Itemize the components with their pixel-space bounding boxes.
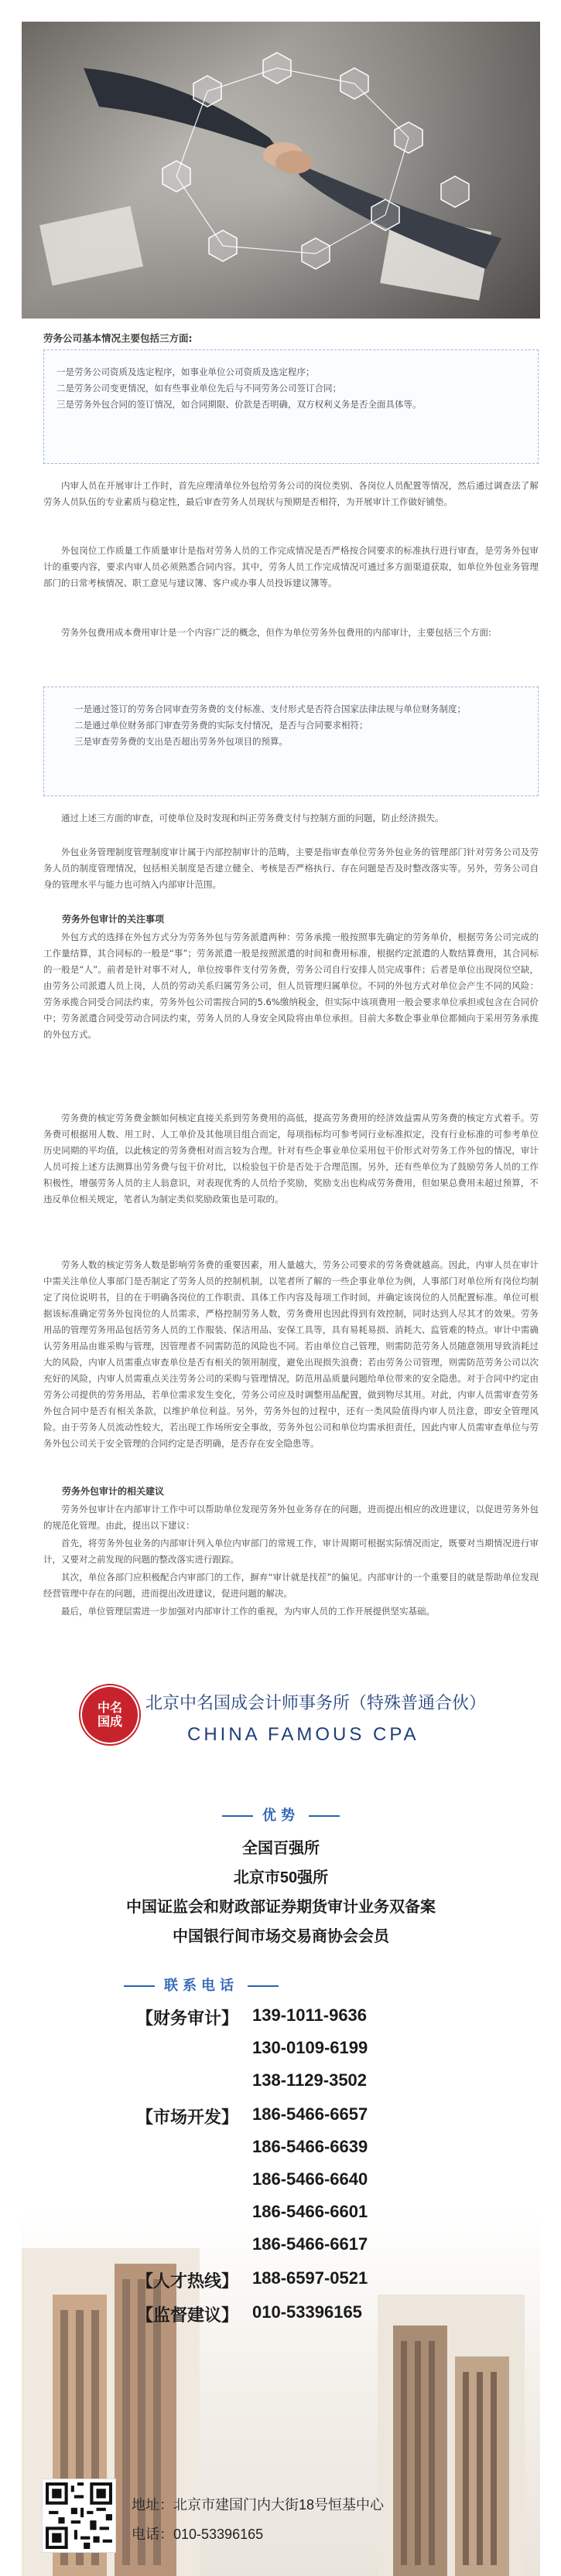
phone-number[interactable]: 130-0109-6199 [252,2038,368,2057]
cost-box [43,687,539,796]
phone-number[interactable]: 186-5466-6617 [252,2234,368,2254]
building-image-right [378,2295,525,2576]
lightbulb-icon [395,122,422,153]
divider [309,1815,340,1817]
paragraph: 劳务外包审计在内部审计工作中可以帮助单位发现劳务外包业务存在的问题，进而提出相应的改进建议，以促进劳务外包的规范化管理。由此，提出以下建议： [43,1504,539,1531]
divider [222,1815,253,1817]
cost-item: 一是通过签订的劳务合同审查劳务费的支付标准、支付形式是否符合国家法律法规与单位财务制度； [74,704,466,714]
intro-item: 三是劳务外包合同的签订情况，如合同期限、价款是否明确，双方权利义务是否全面具体等。 [56,399,422,410]
paragraph: 劳务外包费用成本费用审计是一个内容广泛的概念，但作为单位劳务外包费用的内部审计，主要包括三个方面: [61,627,491,638]
contact-row [136,2268,368,2292]
cost-item: 三是审查劳务费的支出是否超出劳务外包项目的预算。 [74,736,288,747]
shield-icon [263,53,291,83]
cost-item: 二是通过单位财务部门审查劳务费的实际支付情况，是否与合同要求相符； [74,720,368,731]
advantage-item: 北京市50强所 [233,1869,329,1886]
paragraph: 外包方式的选择在外包方式分为劳务外包与劳务派遣两种：劳务承揽一般按照事先确定的劳务单价，根据劳务公司完成的工作量结算，其合同标的一般是“事”；劳务派遣一般是按照派遣的时间和费用标准，根据约定派遣的人数结算费用，其合同标的一般是“人”。前者是针对事不对人，单位按事件支付劳务费，劳务公司自行安排人员完成事件；后者是单位出现岗位空缺，由劳务公司派遣人员上岗，人员的劳动关系归属劳务公司，但人员管理归属单位。不同的外包方式对单位会产生不同的风险：劳务承揽合同受合同法约束，劳务外包公司需按合同的5.6%缴纳税金，但实际中该项费用一般会要求单位承担或包含在合同价中；劳务派遣合同受劳动合同法约束，劳务人员的人身安全风险将由单位承担。目前大多数企事业单位都倾向于采用劳务承揽的外包方式。 [43,932,539,1040]
intro-item: 一是劳务公司资质及选定程序，如事业单位公司资质及选定程序； [56,366,315,377]
paragraph: 其次，单位各部门应积极配合内审部门的工作，摒弃“审计就是找茬”的偏见。内部审计的一个重要目的就是帮助单位发现经营管理中存在的问题，进而提出改进建议，促进问题的解决。 [43,1572,539,1599]
intro-box [43,349,539,464]
contact-label: 【市场开发】 [136,2107,239,2127]
company-english-name: CHINA FAMOUS CPA [187,1724,419,1745]
company-logo [82,1687,138,1743]
section-heading: 劳务外包审计的关注事项 [62,914,165,925]
contact-label: 【监督建议】 [136,2305,239,2325]
phone-number[interactable]: 186-5466-6640 [252,2169,368,2189]
paragraph: 首先，将劳务外包业务的内部审计列入单位内审部门的常规工作，审计周期可根据实际情况而定，既要对当期情况进行审计，又要对之前发现的问题的整改落实进行跟踪。 [43,1538,539,1565]
phone-number[interactable]: 186-5466-6639 [252,2137,368,2156]
section-heading: 劳务外包审计的相关建议 [62,1486,165,1497]
hero-image [22,22,540,319]
paragraph: 外包业务管理制度管理制度审计属于内部控制审计的范畴，主要是指审查单位劳务外包业务的管理部门针对劳务公司及劳务人员的制度管理情况，包括相关制度是否建立健全、考核是否严格执行、存在问题是否及时整改落实等。另外，劳务公司自身的管理水平与能力也可纳入内部审计范围。 [43,847,539,890]
chart-icon [162,161,190,192]
contact-label: 【财务审计】 [136,2009,239,2028]
advantage-item: 全国百强所 [242,1840,320,1857]
paragraph: 通过上述三方面的审查，可使单位及时发现和纠正劳务费支付与控制方面的问题，防止经济损失。 [61,813,444,823]
smile-icon [441,176,469,207]
intro-title: 劳务公司基本情况主要包括三方面: [43,332,193,344]
handshake-illustration [22,22,540,319]
logo-text: 中名国成 [97,1700,122,1729]
contacts-heading [115,1975,288,1995]
paragraph: 最后，单位管理层需进一步加强对内部审计工作的重视，为内审人员的工作开展提供坚实基础。 [61,1606,435,1617]
contact-label: 【人才热线】 [136,2271,239,2291]
intro-item: 二是劳务公司变更情况，如有些事业单位先后与不同劳务公司签订合同； [56,383,341,394]
paragraph: 内审人员在开展审计工作时，首先应理清单位外包给劳务公司的岗位类别、各岗位人员配置等情况，然后通过调查法了解劳务人员队伍的专业素质与稳定性，最后审查劳务人员现状与预期是否相符，为开展审计工作做好铺垫。 [43,480,539,507]
paragraph: 外包岗位工作质量工作质量审计是指对劳务人员的工作完成情况是否严格按合同要求的标准执行进行审查，是劳务外包审计的重要内容，要求内审人员必须熟悉合同内容。其中，劳务人员工作完成情况可通过多方面渠道获取，如单位外包业务管理部门的日常考核情况、职工意见与建议簿、客户或办事人员投诉建议簿等。 [43,545,539,588]
phone-number[interactable]: 188-6597-0521 [252,2268,368,2288]
divider [248,1985,279,1987]
phone-number[interactable]: 186-5466-6601 [252,2202,368,2221]
contact-row [136,2302,362,2326]
phone-number[interactable]: 138-1129-3502 [252,2070,368,2090]
company-card [22,1661,540,2576]
advantages-title: 优势 [262,1808,299,1823]
paragraph: 劳务费的核定劳务费金额如何核定直接关系到劳务费用的高低，提高劳务费用的经济效益需从劳务费的核定方式着手。劳务费可根据用人数、用工时、人工单价及其他项目组合而定，每项指标均可参考同行业标准拟定，没有行业标准的可参考单位历史同期的平均值，以此核定的劳务费相对而言较为合理。针对有些企事业单位采用包干价形式对劳务工作外包的情况，审计人员可按上述方法测算出劳务费与包干价对比，以检验包干价是否处于合理范围。另外，还有些单位为了鼓励劳务人员的工作积极性，增强劳务人员的主人翁意识，对表现优秀的人员给予奖励，奖励支出也构成劳务费用，但如果总费用未超过预算，不违反单位相关规定，笔者认为制定类似奖励政策也是可取的。 [43,1113,539,1205]
contacts-title: 联系电话 [164,1978,238,1993]
paragraph: 劳务人数的核定劳务人数是影响劳务费的重要因素，用人量越大，劳务公司要求的劳务费就越高。因此，内审人员在审计中需关注单位人事部门是否制定了劳务人员的控制机制，以笔者所了解的一些企事业单位为例，人事部门对单位所有岗位均制定了岗位说明书，目的在于明确各岗位的工作职责、具体工作内容及每项工作时间，并确定该岗位的人员配置标准。单位可根据该标准确定劳务外包岗位的人员需求，严格控制劳务人数，劳务费用也因此得到有效控制，同时达到人尽其才的效果。劳务用品的管理劳务用品包括劳务人员的工作服装、保洁用品、安保工具等，具有易耗易损、消耗大、监管难的特点。审计中需确认劳务用品由谁采购与管理，因管理者不同需防范的风险也不同。若由单位自己管理，则需防范劳务人员随意领用导致消耗过大的风险，内审人员需重点审查单位是否有相关的领用制度，避免出现损失浪费；若由劳务公司管理，则需防范劳务公司以次充好的风险，内审人员需重点关注劳务公司的采购与管理情况，防范用品质量问题给单位带来的安全隐患。对于合同中约定由劳务公司提供的劳务用品，若单位需求发生变化，劳务公司应及时调整用品配置，做到物尽其用。对此，内审人员需审查劳务外包合同中是否有相关条款，以维护单位利益。另外，劳务外包的过程中，还有一类风险值得内审人员注意，即安全管理风险。由于劳务人员流动性较大，若出现工作场所安全事故，劳务外包公司和单位均需承担责任，因此内审人员需审查单位与劳务外包公司关于安全管理的合同约定是否明确，是否存在安全隐患等。 [43,1259,539,1449]
advantage-item: 中国银行间市场交易商协会会员 [173,1928,389,1945]
phone-line[interactable]: 电话：010-53396165 [132,2527,264,2542]
gift-icon [302,238,330,269]
advantages-heading [22,1804,540,1825]
tag-icon [209,230,237,261]
phone-number[interactable]: 186-5466-6657 [252,2104,368,2124]
contact-row [136,2104,368,2128]
contact-row [136,2005,368,2029]
rocket-icon [340,68,368,99]
company-name: 北京中名国成会计师事务所（特殊普通合伙） [145,1693,487,1712]
advantage-item: 中国证监会和财政部证券期货审计业务双备案 [126,1899,436,1916]
address: 地址：北京市建国门内大街18号恒基中心 [132,2497,385,2513]
qr-code-icon [42,2479,116,2553]
phone-number[interactable]: 139-1011-9636 [252,2005,368,2025]
phone-number[interactable]: 010-53396165 [252,2302,362,2322]
divider [124,1985,155,1987]
